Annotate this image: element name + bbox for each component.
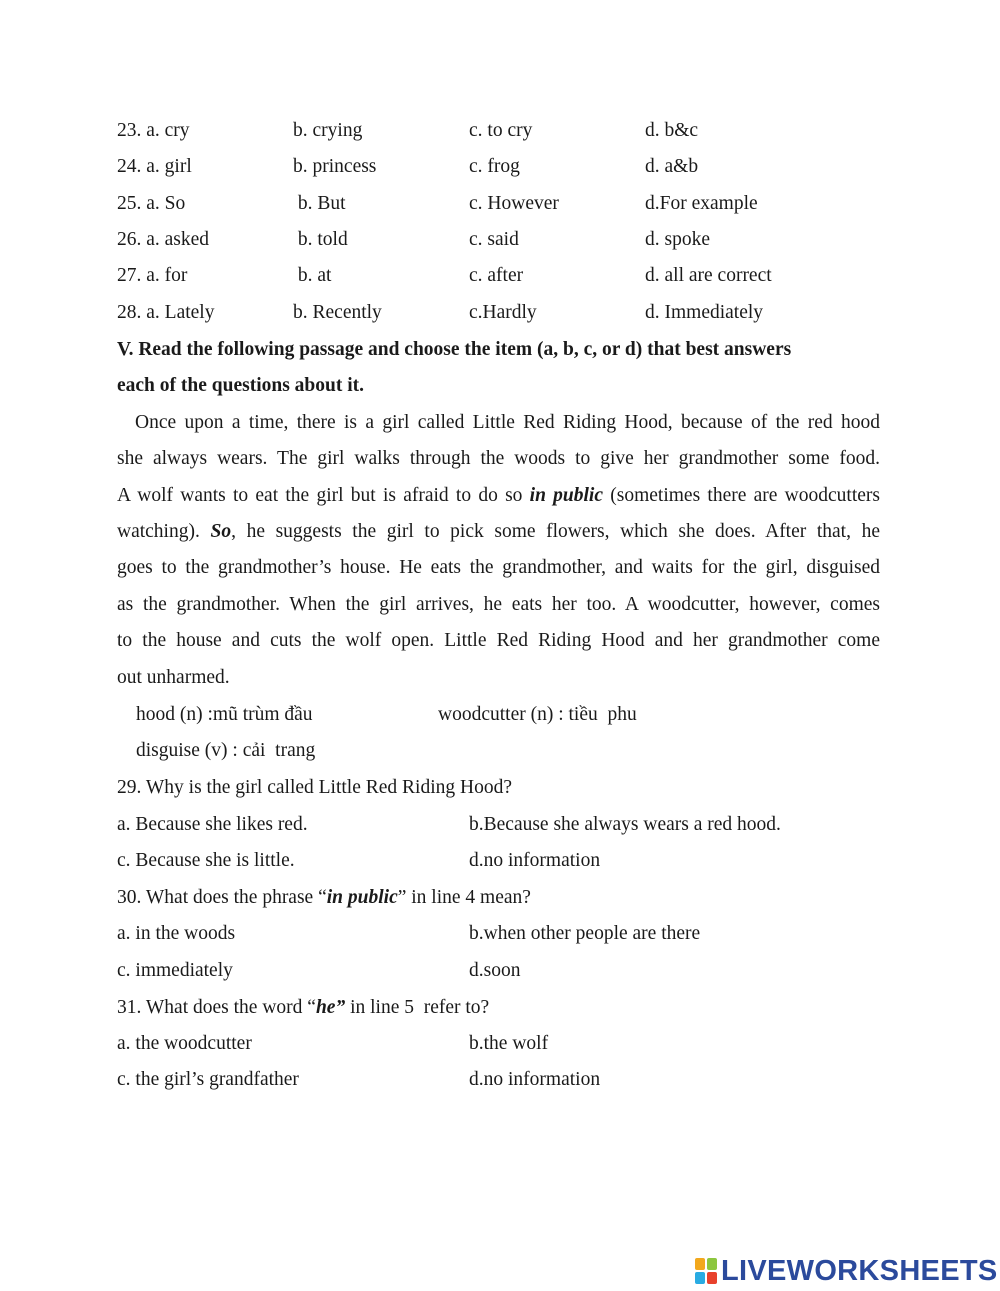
passage-line-1: Once upon a time, there is a girl called Little Red Riding Hood, because of the red hood [135, 412, 880, 433]
option-a: 27. a. for [117, 265, 188, 286]
q29-option-d: d.no information [469, 850, 601, 871]
option-c: c. However [469, 193, 559, 214]
passage-line-4 [117, 520, 880, 544]
option-d: d. all are correct [645, 265, 772, 286]
q30-option-b: b.when other people are there [469, 923, 701, 944]
emphasis-so: So [210, 521, 232, 542]
section-title-cont: each of the questions about it. [117, 375, 365, 396]
q31-option-a: a. the woodcutter [117, 1033, 252, 1054]
passage-text: , he suggests the girl to pick some flowers, which she does. After that, he [231, 521, 880, 542]
logo-block [707, 1272, 717, 1284]
passage-line-3 [117, 484, 880, 508]
passage-line-5: goes to the grandmother’s house. He eats the grandmother, and waits for the girl, disguised [117, 557, 880, 578]
passage-line-2: she always wears. The girl walks through the woods to give her grandmother some food. [117, 448, 880, 469]
question-30 [117, 886, 531, 910]
logo-block [695, 1272, 705, 1284]
option-d: d. b&c [645, 120, 699, 141]
option-c: c. to cry [469, 120, 533, 141]
question-31 [117, 996, 489, 1020]
option-d: d. Immediately [645, 302, 764, 323]
section-title: V. Read the following passage and choose the item (a, b, c, or d) that best answers [117, 339, 792, 360]
passage-text: watching). [117, 521, 200, 542]
emphasis-in-public: in public [326, 887, 398, 908]
option-a: 25. a. So [117, 193, 186, 214]
option-a: 26. a. asked [117, 229, 210, 250]
q31-option-b: b.the wolf [469, 1033, 549, 1054]
option-c: c. said [469, 229, 519, 250]
passage-line-6: as the grandmother. When the girl arrives, he eats her too. A woodcutter, however, comes [117, 594, 880, 615]
vocab-hood: hood (n) :mũ trùm đầu [136, 704, 313, 725]
q30-option-a: a. in the woods [117, 923, 236, 944]
option-b: b. crying [293, 120, 363, 141]
passage-line-7: to the house and cuts the wolf open. Little Red Riding Hood and her grandmother come [117, 630, 880, 651]
passage-line-8: out unharmed. [117, 667, 230, 688]
option-a: 28. a. Lately [117, 302, 215, 323]
q31-option-c: c. the girl’s grandfather [117, 1069, 299, 1090]
option-d: d. a&b [645, 156, 699, 177]
q31-option-d: d.no information [469, 1069, 601, 1090]
question-text: in line 5 refer to? [345, 997, 490, 1018]
option-c: c.Hardly [469, 302, 537, 323]
option-d: d. spoke [645, 229, 710, 250]
q30-option-c: c. immediately [117, 960, 233, 981]
question-text: ” in line 4 mean? [397, 887, 531, 908]
vocab-disguise: disguise (v) : cải trang [136, 740, 316, 761]
option-a: 23. a. cry [117, 120, 190, 141]
logo-text: LIVEWORKSHEETS [721, 1254, 998, 1287]
option-b: b. told [293, 229, 348, 250]
q30-option-d: d.soon [469, 960, 521, 981]
question-text: 31. What does the word “ [117, 997, 316, 1018]
option-b: b. Recently [293, 302, 382, 323]
q29-option-a: a. Because she likes red. [117, 814, 308, 835]
question-29: 29. Why is the girl called Little Red Riding Hood? [117, 777, 512, 798]
emphasis-in-public: in public [529, 485, 604, 506]
question-text: 30. What does the phrase “ [117, 887, 327, 908]
option-a: 24. a. girl [117, 156, 192, 177]
option-b: b. at [293, 265, 332, 286]
option-b: b. princess [293, 156, 377, 177]
emphasis-he: he” [315, 997, 346, 1018]
vocab-woodcutter: woodcutter (n) : tiều phu [438, 704, 637, 725]
logo-block [695, 1258, 705, 1270]
q29-option-b: b.Because she always wears a red hood. [469, 814, 781, 835]
option-c: c. frog [469, 156, 520, 177]
q29-option-c: c. Because she is little. [117, 850, 295, 871]
liveworksheets-logo [695, 1254, 998, 1288]
option-c: c. after [469, 265, 524, 286]
passage-text: (sometimes there are woodcutters [610, 485, 880, 506]
option-b: b. But [293, 193, 346, 214]
logo-icon [695, 1258, 717, 1284]
passage-text: A wolf wants to eat the girl but is afraid to do so [117, 485, 523, 506]
logo-block [707, 1258, 717, 1270]
option-d: d.For example [645, 193, 758, 214]
